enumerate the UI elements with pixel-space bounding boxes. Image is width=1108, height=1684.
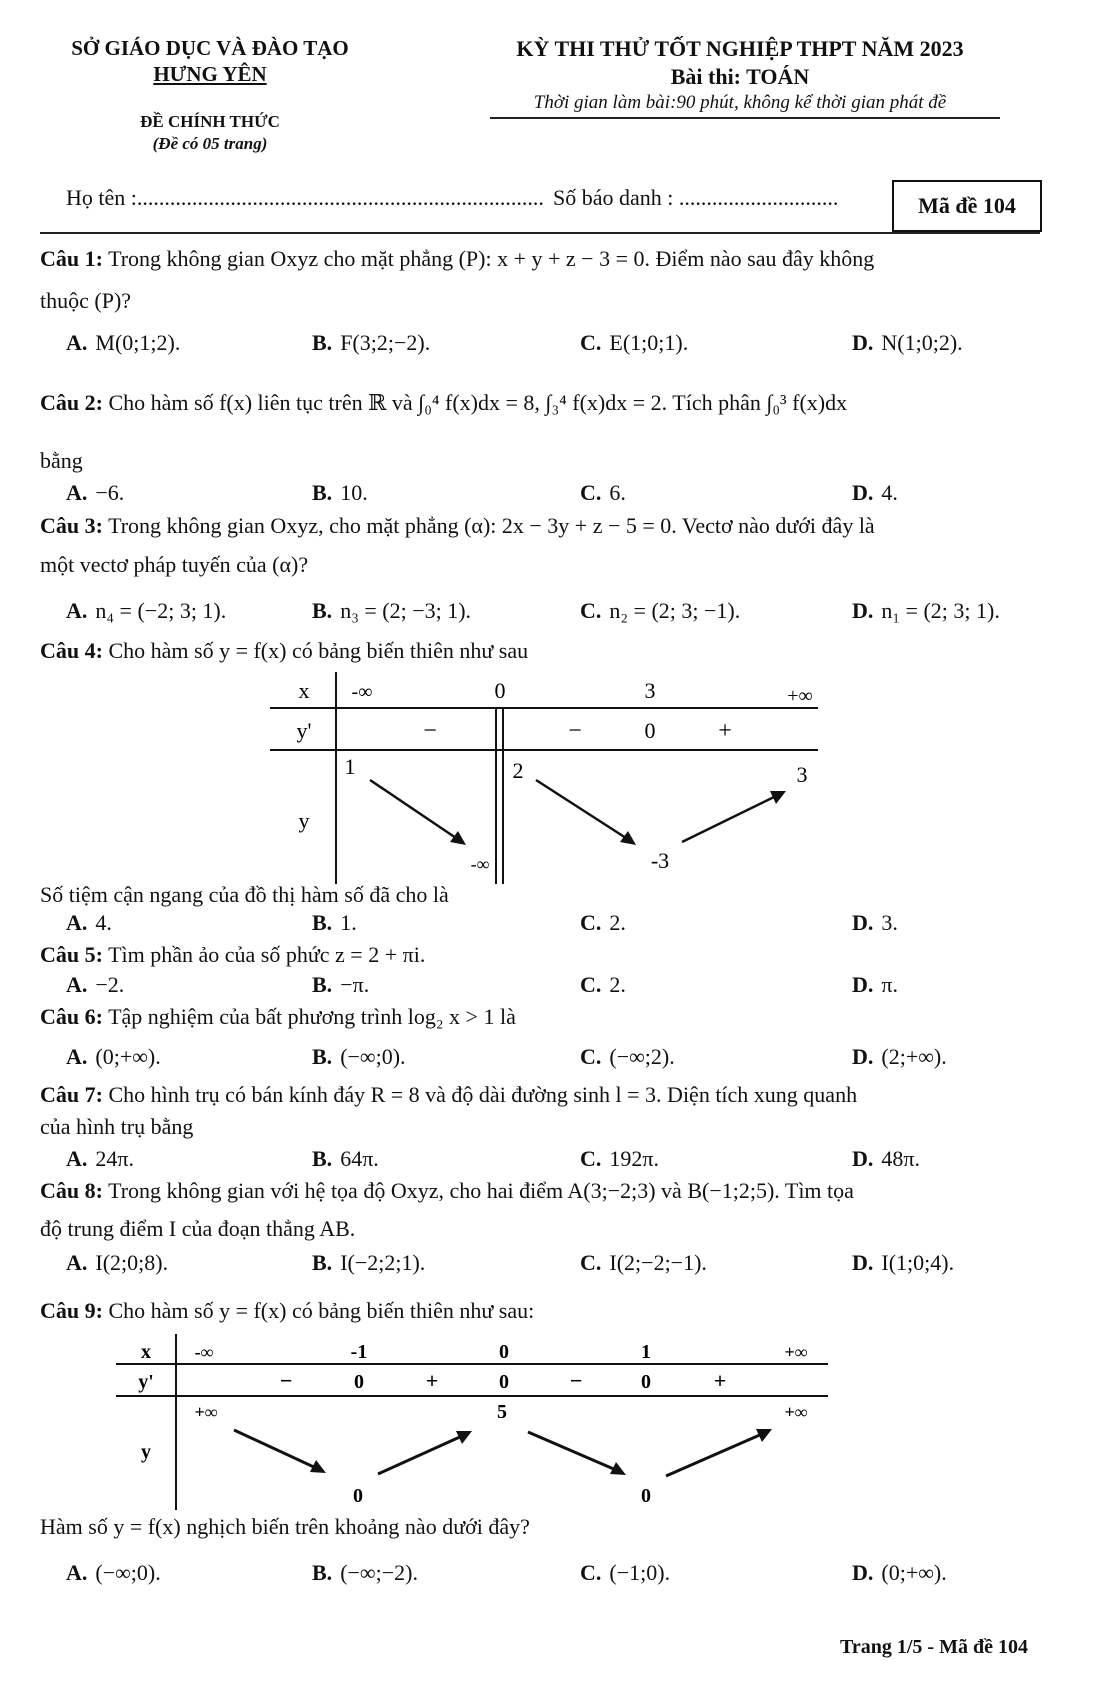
q7-option-c[interactable]: C. 192π. xyxy=(580,1146,659,1171)
question-9-line-1: Câu 9: Cho hàm số y = f(x) có bảng biến thiên như sau: xyxy=(40,1298,535,1323)
q6-option-b[interactable]: B. (−∞;0). xyxy=(312,1044,406,1069)
t1-x-label: x xyxy=(298,678,310,703)
q4-option-d[interactable]: D. 3. xyxy=(852,910,898,935)
question-2-line-2: bằng xyxy=(40,448,83,473)
t1-y-4: 3 xyxy=(796,762,808,787)
t2-yp-5: 0 xyxy=(641,1371,651,1393)
q2-option-c[interactable]: C. 6. xyxy=(580,480,626,505)
q9-option-a[interactable]: A. (−∞;0). xyxy=(66,1560,161,1585)
t2-arrow-up-1 xyxy=(378,1436,462,1474)
t1-y-3: -3 xyxy=(650,848,670,873)
name-dots: .......................................................................... xyxy=(136,185,544,210)
sbd-dots: ............................. xyxy=(678,185,839,210)
q4-option-a[interactable]: A. 4. xyxy=(66,910,112,935)
t2-yp-3: 0 xyxy=(499,1371,509,1393)
t1-y-2: 2 xyxy=(512,758,524,783)
question-4-line-2: Số tiệm cận ngang của đồ thị hàm số đã cho là xyxy=(40,882,449,907)
q1-option-d[interactable]: D. N(1;0;2). xyxy=(852,330,963,355)
t1-y-1: -∞ xyxy=(470,854,490,874)
page-footer: Trang 1/5 - Mã đề 104 xyxy=(840,1636,1028,1658)
question-7-line-1: Câu 7: Cho hình trụ có bán kính đáy R = 8 và độ dài đường sinh l = 3. Diện tích xung quanh xyxy=(40,1082,858,1107)
t1-x-2: 3 xyxy=(644,678,656,703)
t1-yp-3: + xyxy=(718,718,732,744)
t1-x-1: 0 xyxy=(494,678,506,703)
t2-yp-4: − xyxy=(569,1368,583,1393)
t2-yp-0: − xyxy=(279,1368,293,1393)
t2-y-1: 0 xyxy=(353,1485,363,1507)
question-8-line-2: độ trung điểm I của đoạn thẳng AB. xyxy=(40,1216,356,1241)
t1-yp-0: − xyxy=(423,718,437,744)
t2-y-4: +∞ xyxy=(784,1402,808,1422)
question-6-line-1: Câu 6: Tập nghiệm của bất phương trình log₂ x > 1 là xyxy=(40,1004,516,1029)
q2-option-b[interactable]: B. 10. xyxy=(312,480,368,505)
q4-option-b[interactable]: B. 1. xyxy=(312,910,357,935)
t2-x-4: +∞ xyxy=(784,1342,808,1362)
official-label: ĐỀ CHÍNH THỨC xyxy=(140,112,280,131)
q6-option-c[interactable]: C. (−∞;2). xyxy=(580,1044,675,1069)
q7-option-d[interactable]: D. 48π. xyxy=(852,1146,920,1171)
q3-option-b[interactable]: B. n₃ = (2; −3; 1). xyxy=(312,598,472,623)
variation-table-1 xyxy=(270,672,830,884)
q6-option-a[interactable]: A. (0;+∞). xyxy=(66,1044,161,1069)
t2-y-3: 0 xyxy=(641,1485,651,1507)
t1-y-0: 1 xyxy=(344,754,356,779)
q2-option-a[interactable]: A. −6. xyxy=(66,480,125,505)
exam-subject: Bài thi: TOÁN xyxy=(670,64,810,89)
q8-option-a[interactable]: A. I(2;0;8). xyxy=(66,1250,169,1275)
q9-option-c[interactable]: C. (−1;0). xyxy=(580,1560,671,1585)
question-9-line-2: Hàm số y = f(x) nghịch biến trên khoảng nào dưới đây? xyxy=(40,1514,530,1539)
t2-x-label: x xyxy=(141,1341,151,1363)
t2-y-label: y xyxy=(141,1441,151,1463)
t1-arrow-up xyxy=(682,796,776,842)
t2-y-2: 5 xyxy=(497,1401,507,1423)
question-3-line-2: một vectơ pháp tuyến của (α)? xyxy=(40,552,309,577)
question-5-line-1: Câu 5: Tìm phần ảo của số phức z = 2 + πi. xyxy=(40,942,426,967)
t1-arrow-down-2 xyxy=(536,780,626,838)
time-note: Thời gian làm bài:90 phút, không kể thời gian phát đề xyxy=(533,92,947,113)
t1-yp-label: y' xyxy=(296,718,312,743)
q6-option-d[interactable]: D. (2;+∞). xyxy=(852,1044,947,1069)
q5-option-b[interactable]: B. −π. xyxy=(312,972,370,997)
pages-note: (Đề có 05 trang) xyxy=(152,134,268,153)
t2-arrow-down-2 xyxy=(528,1432,616,1470)
q8-option-b[interactable]: B. I(−2;2;1). xyxy=(312,1250,426,1275)
q5-option-d[interactable]: D. π. xyxy=(852,972,898,997)
q1-option-c[interactable]: C. E(1;0;1). xyxy=(580,330,689,355)
question-2-line-1: Câu 2: Cho hàm số f(x) liên tục trên ℝ và ∫₀⁴ f(x)dx = 8, ∫₃⁴ f(x)dx = 2. Tích phân ∫₀³ f(x)dx xyxy=(40,390,848,415)
t1-yp-1: − xyxy=(568,718,582,744)
province-name: HƯNG YÊN xyxy=(153,62,267,86)
t1-y-label: y xyxy=(298,808,310,833)
t2-arrow-up-2 xyxy=(666,1434,762,1476)
t2-y-0: +∞ xyxy=(194,1402,218,1422)
exam-title: KỲ THI THỬ TỐT NGHIỆP THPT NĂM 2023 xyxy=(516,36,964,61)
q9-option-b[interactable]: B. (−∞;−2). xyxy=(312,1560,418,1585)
exam-code-box: Mã đề 104 xyxy=(892,180,1042,232)
t1-arrow-down-1 xyxy=(370,780,456,838)
header-divider xyxy=(40,232,1040,234)
q7-option-b[interactable]: B. 64π. xyxy=(312,1146,379,1171)
q5-option-a[interactable]: A. −2. xyxy=(66,972,125,997)
t2-arrow-down-1 xyxy=(234,1430,316,1468)
question-4-line-1: Câu 4: Cho hàm số y = f(x) có bảng biến thiên như sau xyxy=(40,638,529,663)
q1-option-b[interactable]: B. F(3;2;−2). xyxy=(312,330,431,355)
q9-option-d[interactable]: D. (0;+∞). xyxy=(852,1560,947,1585)
q3-option-c[interactable]: C. n₂ = (2; 3; −1). xyxy=(580,598,741,623)
department-name: SỞ GIÁO DỤC VÀ ĐÀO TẠO xyxy=(71,36,349,60)
name-label: Họ tên : xyxy=(66,185,137,210)
q3-option-a[interactable]: A. n₄ = (−2; 3; 1). xyxy=(66,598,227,623)
sbd-field xyxy=(553,185,838,211)
q5-option-c[interactable]: C. 2. xyxy=(580,972,626,997)
t2-yp-6: + xyxy=(713,1368,727,1393)
question-1-line-1: Câu 1: Trong không gian Oxyz cho mặt phẳng (P): x + y + z − 3 = 0. Điểm nào sau đây không xyxy=(40,246,875,271)
t2-x-0: -∞ xyxy=(194,1342,214,1362)
t1-yp-2: 0 xyxy=(644,718,656,743)
q8-option-c[interactable]: C. I(2;−2;−1). xyxy=(580,1250,707,1275)
q1-option-a[interactable]: A. M(0;1;2). xyxy=(66,330,181,355)
q3-option-d[interactable]: D. n₁ = (2; 3; 1). xyxy=(852,598,1000,623)
t2-yp-label: y' xyxy=(138,1371,154,1393)
t2-yp-2: + xyxy=(425,1368,439,1393)
sbd-label: Số báo danh : xyxy=(553,185,674,210)
t1-x-0: -∞ xyxy=(351,681,373,703)
question-1-line-2: thuộc (P)? xyxy=(40,288,132,313)
t1-x-3: +∞ xyxy=(787,685,813,707)
variation-table-2 xyxy=(116,1334,836,1510)
q7-option-a[interactable]: A. 24π. xyxy=(66,1146,134,1171)
q8-option-d[interactable]: D. I(1;0;4). xyxy=(852,1250,955,1275)
t2-yp-1: 0 xyxy=(354,1371,364,1393)
t2-x-3: 1 xyxy=(641,1341,651,1363)
question-3-line-1: Câu 3: Trong không gian Oxyz, cho mặt phẳng (α): 2x − 3y + z − 5 = 0. Vectơ nào dưới đây là xyxy=(40,513,875,538)
q2-option-d[interactable]: D. 4. xyxy=(852,480,898,505)
t2-x-1: -1 xyxy=(350,1341,368,1363)
t2-x-2: 0 xyxy=(499,1341,509,1363)
q4-option-c[interactable]: C. 2. xyxy=(580,910,626,935)
question-7-line-2: của hình trụ bằng xyxy=(40,1114,194,1139)
name-field xyxy=(66,185,544,211)
question-8-line-1: Câu 8: Trong không gian với hệ tọa độ Oxyz, cho hai điểm A(3;−2;3) và B(−1;2;5). Tìm tọa xyxy=(40,1178,854,1203)
header-underline xyxy=(490,117,1000,119)
